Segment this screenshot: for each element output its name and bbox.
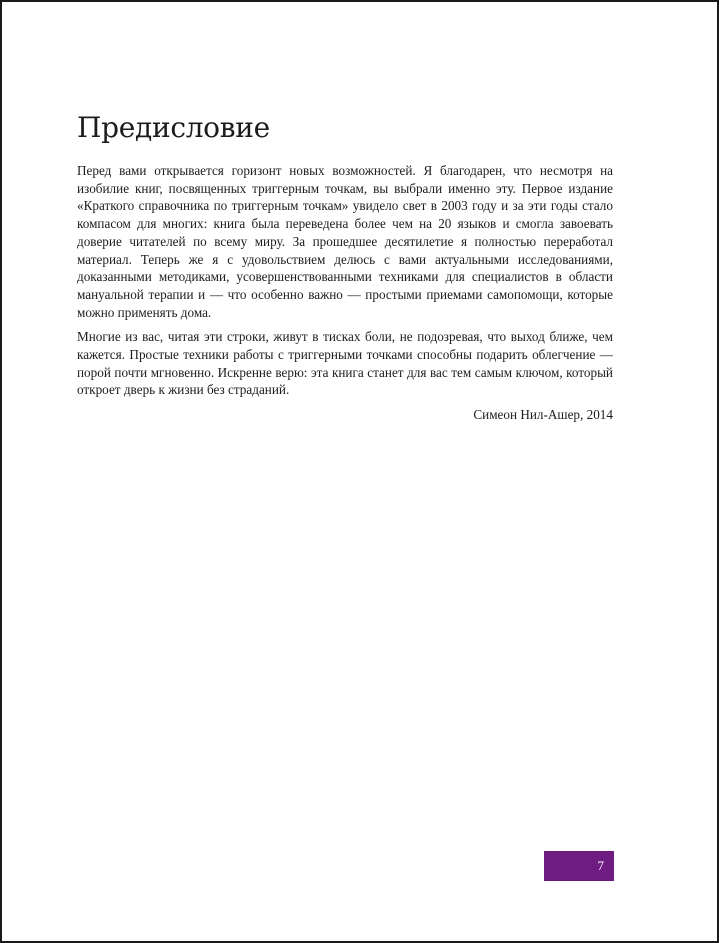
- author-signature: Симеон Нил-Ашер, 2014: [473, 407, 613, 423]
- page-number-badge: [544, 851, 614, 881]
- page-title: Предисловие: [77, 111, 270, 144]
- paragraph-1: Перед вами открывается горизонт новых возможностей. Я благодарен, что несмотря на изобилие книг, посвященных триггерным точкам, вы выбрали именно эту. Первое издание «Краткого справочника по триггерным точкам» увидело свет в 2003 году и за эти годы стало компасом для многих: книга была переведена более чем на 20 языков и смогла завоевать доверие читателей по всему миру. За прошедшее десятилетие я полностью переработал материал. Теперь же я с удовольствием делюсь с вами актуальными исследованиями, доказанными методиками, усовершенствованными техниками для специалистов в области мануальной терапии и — что особенно важно — простыми приемами самопомощи, которые можно применять дома.: [77, 163, 613, 320]
- paragraph-2: Многие из вас, читая эти строки, живут в тисках боли, не подозревая, что выход ближе, чем кажется. Простые техники работы с триггерными точками способны подарить облегчение — порой почти мгновенно. Искренне верю: эта книга станет для вас тем самым ключом, который откроет дверь к жизни без страданий.: [77, 329, 613, 398]
- page-content: [77, 110, 613, 424]
- page-number: 7: [597, 858, 604, 873]
